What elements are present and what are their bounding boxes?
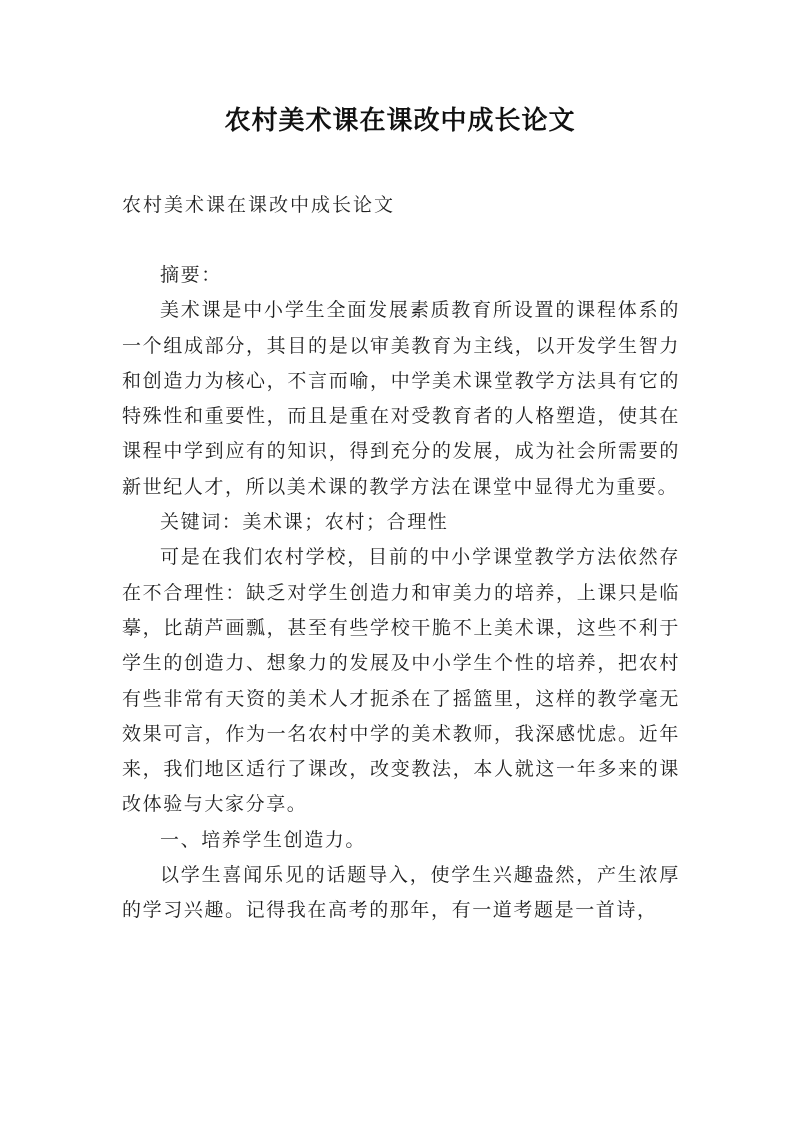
abstract-paragraph: 美术课是中小学生全面发展素质教育所设置的课程体系的一个组成部分，其目的是以审美教育为主线，以开发学生智力和创造力为核心，不言而喻，中学美术课堂教学方法具有它的特殊性和重要性，而且是重在对受教育者的人格塑造，使其在课程中学到应有的知识，得到充分的发展，成为社会所需要的新世纪人才，所以美术课的教学方法在课堂中显得尤为重要。: [122, 299, 680, 498]
section-heading: 一、培养学生创造力。: [160, 828, 367, 851]
body-paragraph: 以学生喜闻乐见的话题导入，使学生兴趣盎然，产生浓厚的学习兴趣。记得我在高考的那年，有一道考题是一首诗，: [122, 864, 680, 922]
page-title: 农村美术课在课改中成长论文: [224, 106, 576, 136]
document-body: [122, 258, 680, 929]
body-paragraph: 可是在我们农村学校，目前的中小学课堂教学方法依然存在不合理性：缺乏对学生创造力和审美力的培养，上课只是临摹，比葫芦画瓢，甚至有些学校干脆不上美术课，这些不利于学生的创造力、想象力的发展及中小学生个性的培养，把农村有些非常有天资的美术人才扼杀在了摇篮里，这样的教学毫无效果可言，作为一名农村中学的美术教师，我深感忧虑。近年来，我们地区适行了课改，改变教法，本人就这一年多来的课改体验与大家分享。: [122, 546, 680, 816]
abstract-heading: 摘要：: [160, 264, 222, 286]
document-subtitle: 农村美术课在课改中成长论文: [122, 194, 396, 216]
keywords-line: 关键词：美术课；农村；合理性: [160, 511, 449, 534]
